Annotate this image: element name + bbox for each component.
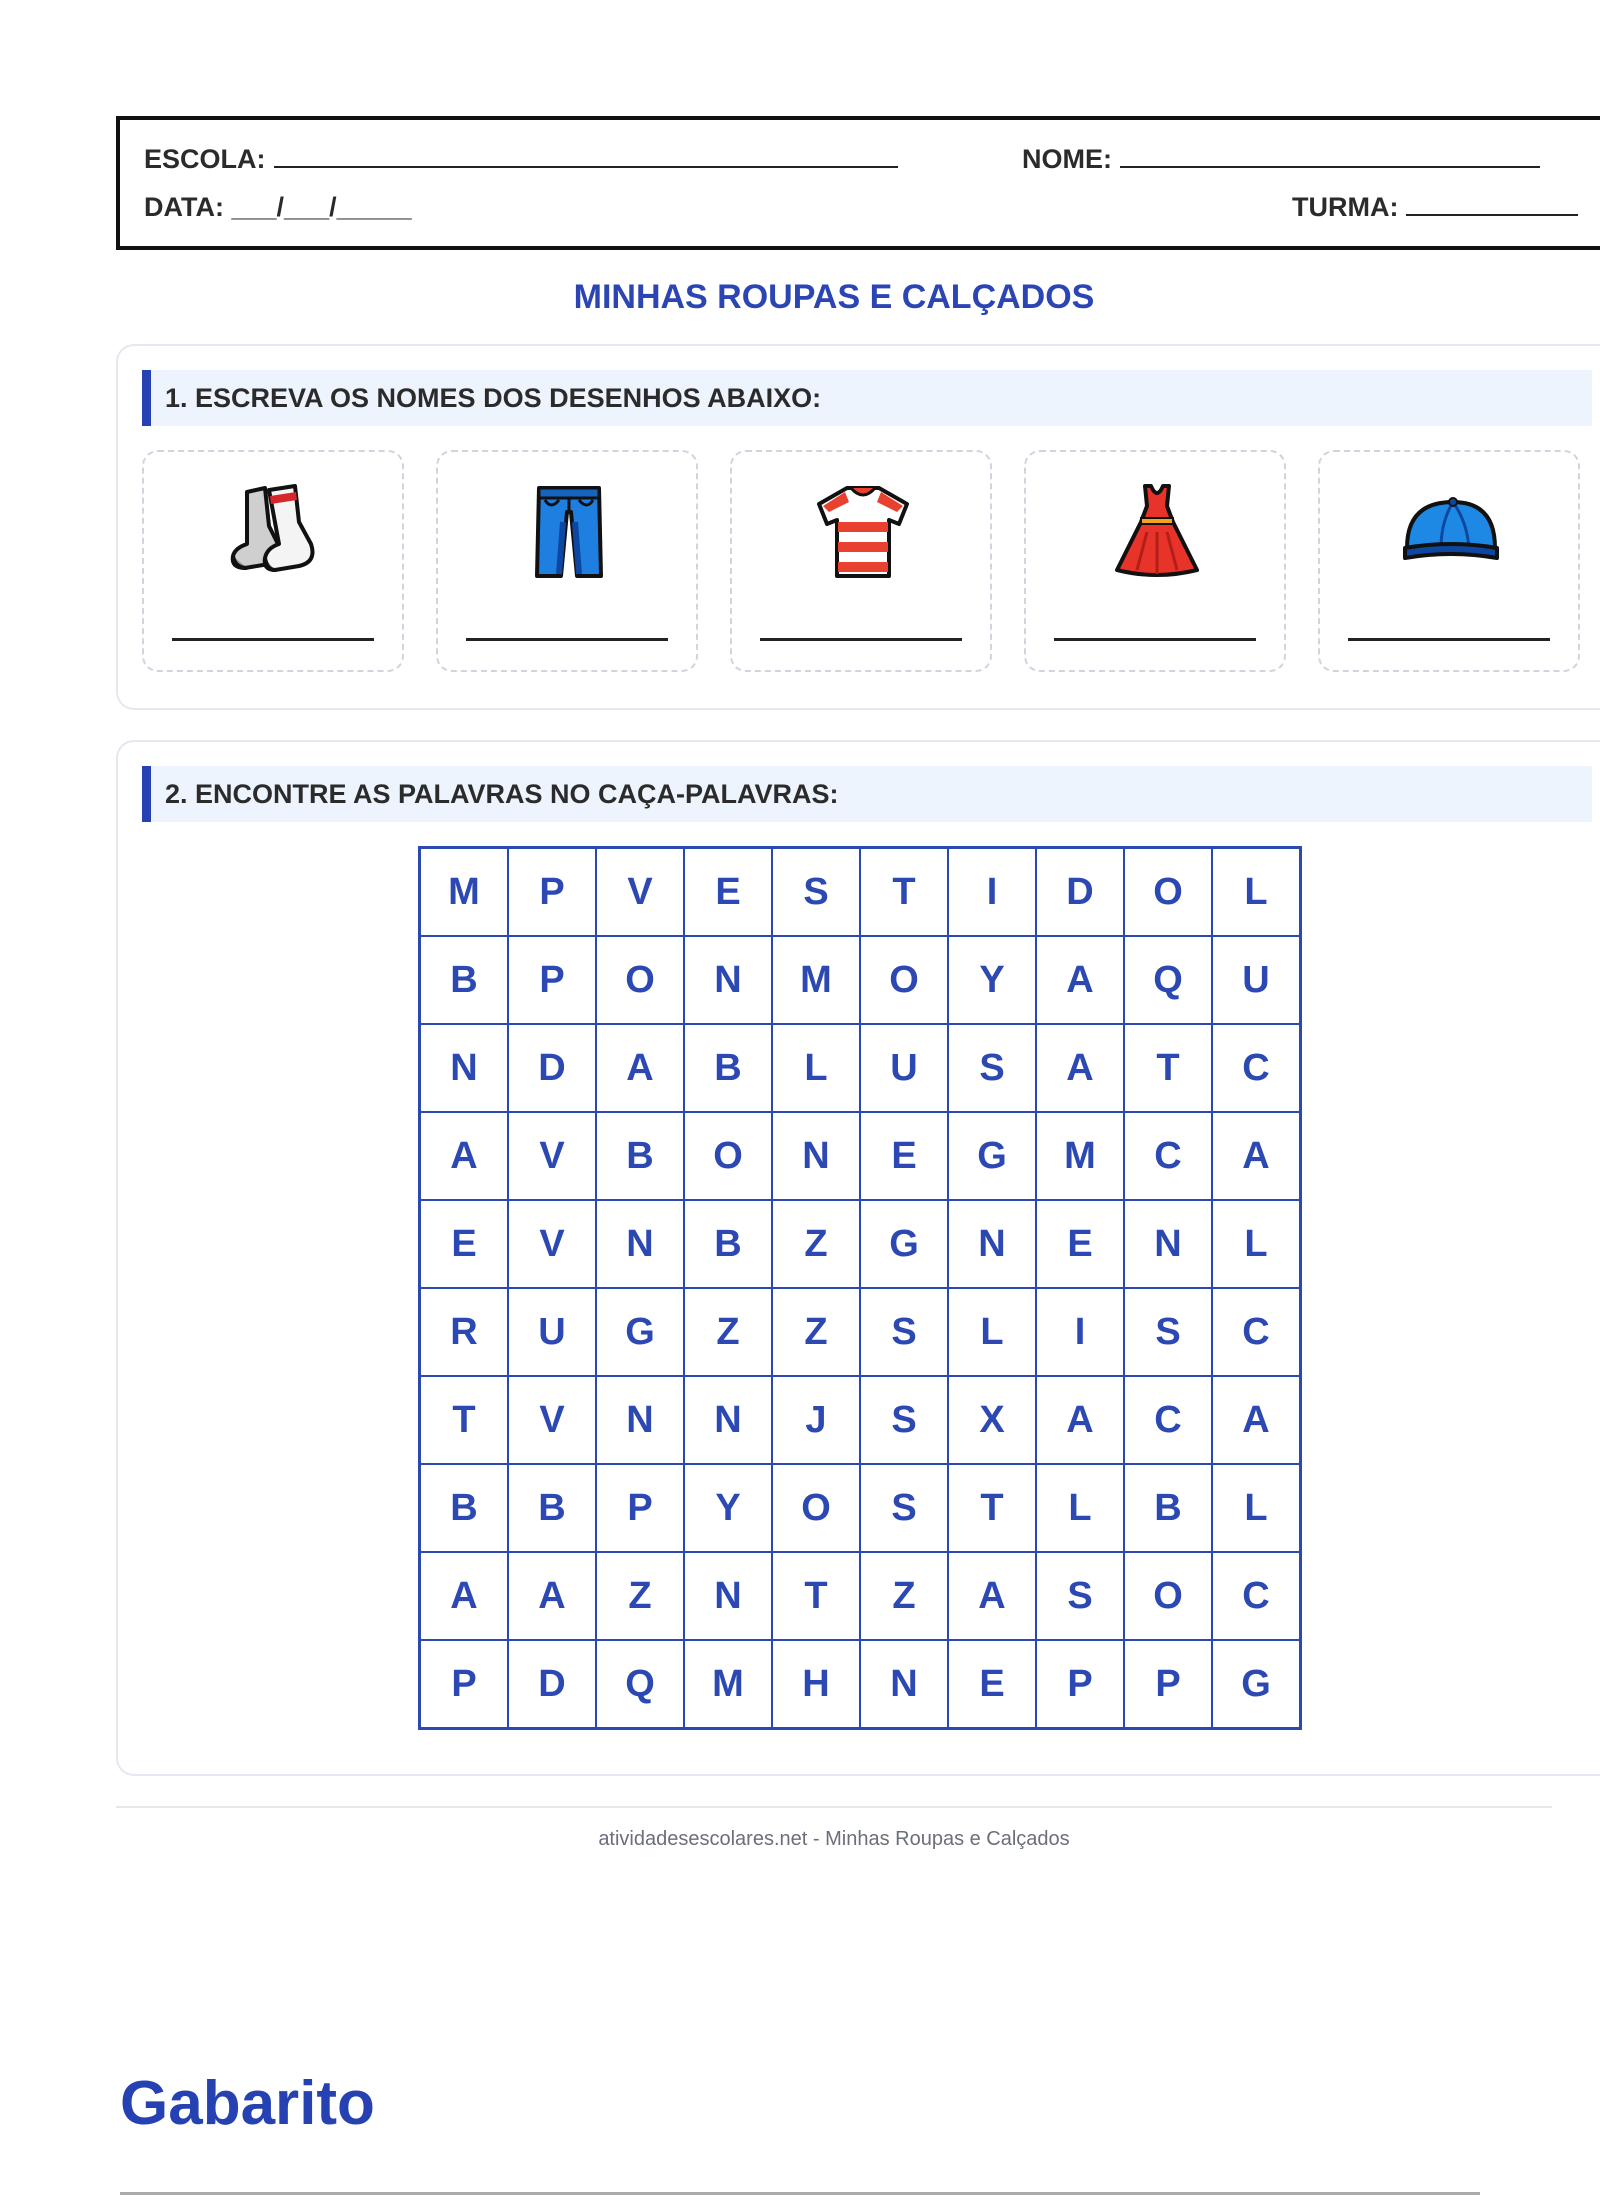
grid-cell[interactable]: L xyxy=(1212,848,1300,936)
grid-cell[interactable]: J xyxy=(772,1376,860,1464)
grid-cell[interactable]: T xyxy=(1124,1024,1212,1112)
grid-cell[interactable]: Y xyxy=(684,1464,772,1552)
grid-cell[interactable]: E xyxy=(860,1112,948,1200)
cap-icon xyxy=(1401,482,1501,582)
grid-cell[interactable]: A xyxy=(420,1112,508,1200)
grid-cell[interactable]: O xyxy=(684,1112,772,1200)
grid-cell[interactable]: N xyxy=(684,1552,772,1640)
grid-cell[interactable]: O xyxy=(1124,1552,1212,1640)
grid-cell[interactable]: G xyxy=(860,1200,948,1288)
grid-cell[interactable]: S xyxy=(772,848,860,936)
grid-cell[interactable]: S xyxy=(1036,1552,1124,1640)
grid-cell[interactable]: Z xyxy=(772,1288,860,1376)
grid-cell[interactable]: B xyxy=(420,936,508,1024)
answer-line-3[interactable] xyxy=(760,638,962,641)
jeans-icon xyxy=(519,482,619,582)
grid-cell[interactable]: E xyxy=(948,1640,1036,1728)
grid-cell[interactable]: C xyxy=(1212,1552,1300,1640)
word-search-grid xyxy=(418,846,1302,1730)
grid-cell[interactable]: M xyxy=(684,1640,772,1728)
grid-cell[interactable]: L xyxy=(1212,1200,1300,1288)
grid-cell[interactable]: U xyxy=(1212,936,1300,1024)
grid-cell[interactable]: G xyxy=(1212,1640,1300,1728)
grid-cell[interactable]: H xyxy=(772,1640,860,1728)
answer-key-divider xyxy=(120,2192,1480,2195)
grid-cell[interactable]: O xyxy=(596,936,684,1024)
grid-cell[interactable]: U xyxy=(860,1024,948,1112)
picture-card-dress xyxy=(1024,450,1286,672)
grid-cell[interactable]: E xyxy=(1036,1200,1124,1288)
grid-cell[interactable]: V xyxy=(508,1376,596,1464)
grid-cell[interactable]: A xyxy=(948,1552,1036,1640)
answer-line-2[interactable] xyxy=(466,638,668,641)
grid-cell[interactable]: Q xyxy=(1124,936,1212,1024)
page-title: MINHAS ROUPAS E CALÇADOS xyxy=(573,278,1095,316)
grid-cell[interactable]: P xyxy=(508,848,596,936)
question-2-heading: 2. ENCONTRE AS PALAVRAS NO CAÇA-PALAVRAS: xyxy=(142,766,1592,822)
grid-cell[interactable]: P xyxy=(1036,1640,1124,1728)
grid-cell[interactable]: B xyxy=(420,1464,508,1552)
grid-cell[interactable]: N xyxy=(596,1200,684,1288)
grid-cell[interactable]: A xyxy=(596,1024,684,1112)
grid-cell[interactable]: T xyxy=(860,848,948,936)
grid-cell[interactable]: N xyxy=(684,936,772,1024)
grid-cell[interactable]: I xyxy=(1036,1288,1124,1376)
grid-cell[interactable]: M xyxy=(772,936,860,1024)
answer-line-5[interactable] xyxy=(1348,638,1550,641)
grid-cell[interactable]: Z xyxy=(684,1288,772,1376)
grid-cell[interactable]: O xyxy=(772,1464,860,1552)
grid-cell[interactable]: L xyxy=(1212,1464,1300,1552)
answer-line-4[interactable] xyxy=(1054,638,1256,641)
grid-cell[interactable]: T xyxy=(772,1552,860,1640)
grid-cell[interactable]: O xyxy=(1124,848,1212,936)
grid-cell[interactable]: M xyxy=(420,848,508,936)
grid-cell[interactable]: A xyxy=(420,1552,508,1640)
data-blank[interactable]: ___/___/_____ xyxy=(231,192,412,222)
tshirt-icon xyxy=(813,482,913,582)
grid-cell[interactable]: P xyxy=(508,936,596,1024)
grid-cell[interactable]: B xyxy=(684,1024,772,1112)
turma-line[interactable] xyxy=(1406,192,1578,216)
grid-cell[interactable]: V xyxy=(508,1112,596,1200)
grid-cell[interactable]: U xyxy=(508,1288,596,1376)
grid-cell[interactable]: E xyxy=(420,1200,508,1288)
picture-card-cap xyxy=(1318,450,1580,672)
answer-key-title: Gabarito xyxy=(120,2069,375,2138)
grid-cell[interactable]: S xyxy=(948,1024,1036,1112)
grid-cell[interactable]: G xyxy=(948,1112,1036,1200)
grid-cell[interactable]: C xyxy=(1124,1112,1212,1200)
turma-label: TURMA: xyxy=(1292,192,1399,222)
grid-cell[interactable]: N xyxy=(420,1024,508,1112)
grid-cell[interactable]: S xyxy=(1124,1288,1212,1376)
grid-cell[interactable]: T xyxy=(948,1464,1036,1552)
answer-line-1[interactable] xyxy=(172,638,374,641)
escola-field[interactable] xyxy=(144,144,898,175)
grid-cell[interactable]: Z xyxy=(860,1552,948,1640)
grid-cell[interactable]: P xyxy=(420,1640,508,1728)
grid-cell[interactable]: A xyxy=(508,1552,596,1640)
grid-cell[interactable]: B xyxy=(508,1464,596,1552)
grid-cell[interactable]: C xyxy=(1212,1024,1300,1112)
grid-cell[interactable]: N xyxy=(1124,1200,1212,1288)
grid-cell[interactable]: N xyxy=(948,1200,1036,1288)
grid-cell[interactable]: E xyxy=(684,848,772,936)
grid-cell[interactable]: B xyxy=(596,1112,684,1200)
grid-cell[interactable]: O xyxy=(860,936,948,1024)
grid-cell[interactable]: I xyxy=(948,848,1036,936)
data-field[interactable] xyxy=(144,192,412,223)
grid-cell[interactable]: N xyxy=(772,1112,860,1200)
picture-card-jeans xyxy=(436,450,698,672)
grid-cell[interactable]: N xyxy=(596,1376,684,1464)
grid-cell[interactable]: A xyxy=(1036,1376,1124,1464)
socks-icon xyxy=(225,482,325,582)
grid-cell[interactable]: D xyxy=(508,1640,596,1728)
footer-text: atividadesescolares.net - Minhas Roupas e Calçados xyxy=(598,1828,1070,1850)
grid-cell[interactable]: V xyxy=(596,848,684,936)
grid-cell[interactable]: P xyxy=(1124,1640,1212,1728)
grid-cell[interactable]: X xyxy=(948,1376,1036,1464)
grid-cell[interactable]: C xyxy=(1124,1376,1212,1464)
escola-label: ESCOLA: xyxy=(144,144,266,174)
dress-icon xyxy=(1107,482,1207,582)
grid-cell[interactable]: P xyxy=(596,1464,684,1552)
grid-cell[interactable]: B xyxy=(684,1200,772,1288)
question-1-panel xyxy=(116,344,1600,710)
nome-label: NOME: xyxy=(1022,144,1112,174)
grid-cell[interactable]: Y xyxy=(948,936,1036,1024)
grid-cell[interactable]: C xyxy=(1212,1288,1300,1376)
grid-cell[interactable]: M xyxy=(1036,1112,1124,1200)
grid-cell[interactable]: A xyxy=(1036,936,1124,1024)
grid-cell[interactable]: Z xyxy=(772,1200,860,1288)
grid-cell[interactable]: R xyxy=(420,1288,508,1376)
grid-cell[interactable]: S xyxy=(860,1288,948,1376)
grid-cell[interactable]: A xyxy=(1212,1376,1300,1464)
picture-card-socks xyxy=(142,450,404,672)
grid-cell[interactable]: L xyxy=(1036,1464,1124,1552)
grid-cell[interactable]: Q xyxy=(596,1640,684,1728)
turma-field[interactable] xyxy=(1292,192,1578,223)
grid-cell[interactable]: S xyxy=(860,1376,948,1464)
nome-field[interactable] xyxy=(1022,144,1540,175)
grid-cell[interactable]: S xyxy=(860,1464,948,1552)
grid-cell[interactable]: N xyxy=(684,1376,772,1464)
grid-cell[interactable]: Z xyxy=(596,1552,684,1640)
picture-card-tshirt xyxy=(730,450,992,672)
grid-cell[interactable]: D xyxy=(1036,848,1124,936)
grid-cell[interactable]: B xyxy=(1124,1464,1212,1552)
grid-cell[interactable]: L xyxy=(772,1024,860,1112)
data-label: DATA: xyxy=(144,192,224,222)
grid-cell[interactable]: N xyxy=(860,1640,948,1728)
grid-cell[interactable]: L xyxy=(948,1288,1036,1376)
grid-cell[interactable]: A xyxy=(1212,1112,1300,1200)
nome-line[interactable] xyxy=(1120,144,1540,168)
grid-cell[interactable]: A xyxy=(1036,1024,1124,1112)
grid-cell[interactable]: T xyxy=(420,1376,508,1464)
escola-line[interactable] xyxy=(274,144,898,168)
question-1-heading: 1. ESCREVA OS NOMES DOS DESENHOS ABAIXO: xyxy=(142,370,1592,426)
grid-cell[interactable]: V xyxy=(508,1200,596,1288)
grid-cell[interactable]: D xyxy=(508,1024,596,1112)
footer-divider xyxy=(116,1806,1552,1808)
grid-cell[interactable]: G xyxy=(596,1288,684,1376)
student-info-box xyxy=(116,116,1600,250)
